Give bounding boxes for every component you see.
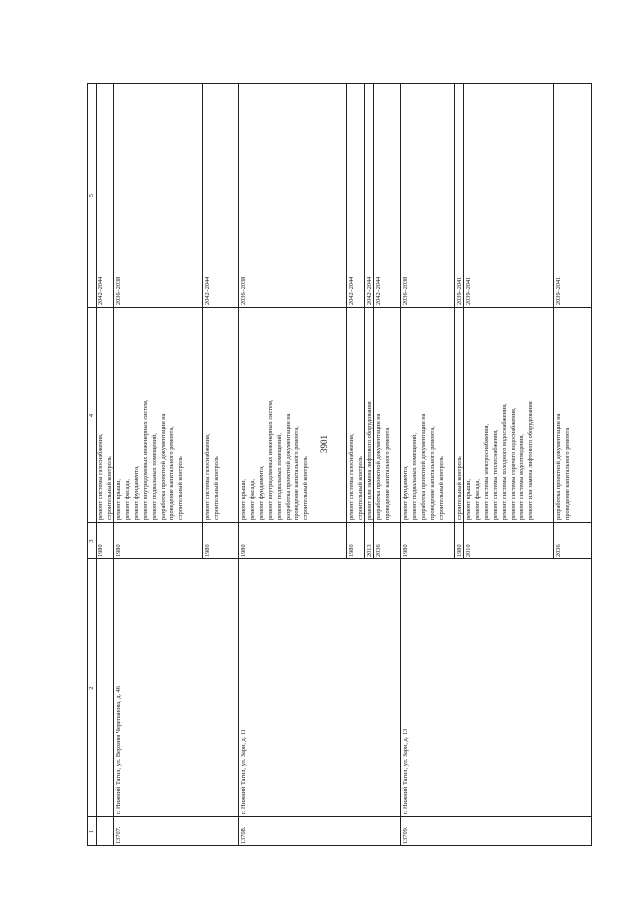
works-cell: ремонт крыши, ремонт фасада, ремонт фундамента, ремонт внутридомовых инженерных систем, ремонт подвальных помещений, разработка проектной документации на проведение капитального ремонта, строительный контроль [240, 399, 310, 520]
works-cell: ремонт системы газоснабжения, строительный контроль [348, 433, 364, 520]
period-cell: 2036–2038 [240, 276, 247, 305]
table-vertical-rule [87, 522, 592, 523]
page-number: 3901 [319, 435, 329, 453]
year-cell: 1980 [348, 544, 355, 557]
period-cell: 2039–2041 [456, 276, 463, 305]
table-vertical-rule [87, 83, 592, 84]
works-cell: разработка проектной документации на проведение капитального ремонта [375, 413, 391, 520]
period-cell: 2042–2044 [348, 276, 355, 305]
period-cell: 2042–2044 [204, 276, 211, 305]
table-horizontal-rule [87, 83, 88, 846]
row-number: 13708. [240, 826, 247, 844]
table-horizontal-rule [591, 83, 592, 846]
year-cell: 1980 [115, 544, 122, 557]
table-horizontal-rule [463, 83, 464, 559]
table-horizontal-rule [96, 83, 97, 846]
table-horizontal-rule [454, 83, 455, 559]
header-col-5: 5 [88, 193, 95, 198]
table-horizontal-rule [346, 83, 347, 559]
year-cell: 1980 [402, 544, 409, 557]
year-cell: 2010 [465, 544, 472, 557]
header-col-1: 1 [88, 829, 95, 834]
year-cell: 1980 [204, 544, 211, 557]
header-col-4: 4 [88, 413, 95, 418]
works-cell: ремонт фундамента, ремонт подвальных помещений, разработка проектной документации на проведение капитального ремонта, строительный контроль [402, 413, 445, 520]
year-cell: 1980 [240, 544, 247, 557]
table-vertical-rule [87, 816, 592, 817]
address-cell: г. Нижний Тагил, ул. Зари, д. 13 [402, 728, 409, 814]
table-vertical-rule [87, 558, 592, 559]
table-horizontal-rule [113, 83, 114, 846]
register-table [87, 83, 592, 846]
header-col-2: 2 [88, 686, 95, 690]
year-cell: 2036 [375, 544, 382, 557]
table-horizontal-rule [238, 83, 239, 846]
period-cell: 2039–2041 [465, 276, 472, 305]
period-cell: 2039–2041 [555, 276, 562, 305]
year-cell: 2013 [366, 544, 373, 557]
table-horizontal-rule [373, 83, 374, 559]
year-cell: 2036 [555, 544, 562, 557]
table-horizontal-rule [553, 83, 554, 559]
works-cell: ремонт системы газоснабжения, строительный контроль [204, 433, 220, 520]
rotated-table-frame [87, 83, 592, 846]
year-cell: 1980 [456, 544, 463, 557]
header-col-3: 3 [88, 539, 95, 543]
works-cell: ремонт крыши, ремонт фасада, ремонт системы электроснабжения, ремонт системы теплоснабжения, ремонт системы холодного водоснабжения, ремонт системы горячего водоснабжения, ремонт системы водоотведения, ремонт или замена лифтового оборудования [465, 401, 535, 520]
year-cell: 1980 [97, 544, 104, 557]
period-cell: 2042–2044 [97, 276, 104, 305]
works-cell: ремонт системы газоснабжения, строительный контроль [97, 433, 113, 520]
period-cell: 2042–2044 [375, 276, 382, 305]
table-vertical-rule [87, 845, 592, 846]
row-number: 13707. [115, 826, 122, 844]
table-vertical-rule [87, 307, 592, 308]
period-cell: 2036–2038 [402, 276, 409, 305]
address-cell: г. Нижний Тагил, ул. Зари, д. 11 [240, 729, 247, 814]
works-cell: строительный контроль [456, 456, 463, 520]
address-cell: г. Нижний Тагил, ул. Верхняя Черепанова, д. 46 [115, 686, 122, 814]
table-horizontal-rule [364, 83, 365, 559]
works-cell: ремонт или замена лифтового оборудования [366, 401, 373, 520]
table-horizontal-rule [202, 83, 203, 559]
period-cell: 2042–2044 [366, 276, 373, 305]
period-cell: 2036–2038 [115, 276, 122, 305]
table-horizontal-rule [400, 83, 401, 846]
works-cell: ремонт крыши, ремонт фасада, ремонт фундамента, ремонт внутридомовых инженерных систем, ремонт подвальных помещений, разработка проектной документации на проведение капитального ремонта, строительный контроль [115, 399, 185, 520]
works-cell: разработка проектной документации на проведение капитального ремонта [555, 413, 571, 520]
row-number: 13709. [402, 826, 409, 844]
